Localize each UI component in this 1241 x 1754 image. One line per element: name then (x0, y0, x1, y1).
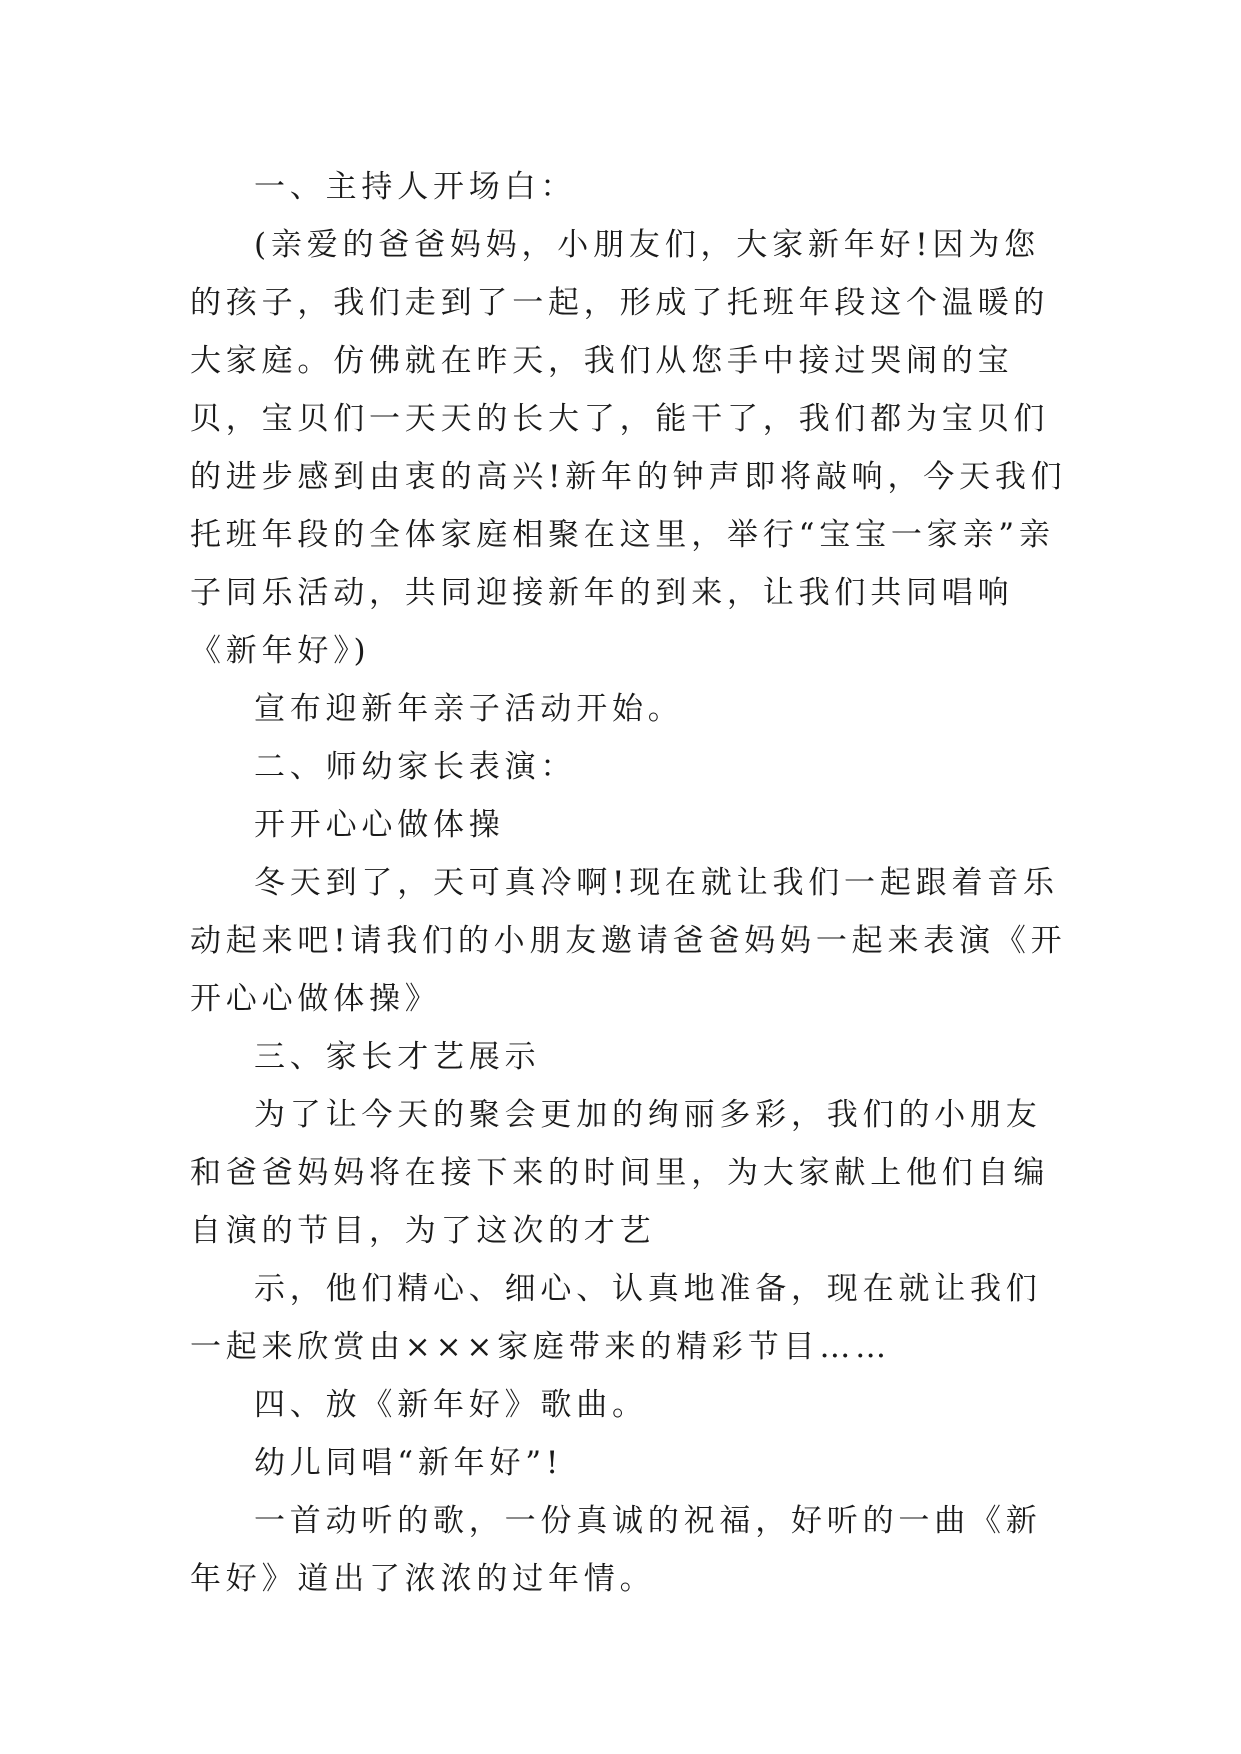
paragraph-10: 四、放《新年好》歌曲。 (254, 1387, 648, 1423)
paragraph-3: 宣布迎新年亲子活动开始。 (254, 691, 684, 727)
document-body (190, 158, 1070, 1608)
paragraph-7: 三、家长才艺展示 (254, 1039, 541, 1075)
paragraph-12: 一首动听的歌，一份真诚的祝福，好听的一曲《新年好》道出了浓浓的过年情。 (190, 1503, 1042, 1597)
paragraph-1: 一、主持人开场白： (254, 169, 577, 205)
paragraph-9: 示，他们精心、细心、认真地准备，现在就让我们一起来欣赏由×××家庭带来的精彩节目…… (190, 1271, 1042, 1365)
paragraph-6: 冬天到了，天可真冷啊!现在就让我们一起跟着音乐动起来吧!请我们的小朋友邀请爸爸妈妈一起来表演《开开心心做体操》 (190, 865, 1067, 1017)
paragraph-2: (亲爱的爸爸妈妈，小朋友们，大家新年好!因为您的孩子，我们走到了一起，形成了托班年段这个温暖的大家庭。仿佛就在昨天，我们从您手中接过哭闹的宝贝，宝贝们一天天的长大了，能干了，我们都为宝贝们的进步感到由衷的高兴!新年的钟声即将敲响，今天我们托班年段的全体家庭相聚在这里，举行“宝宝一家亲”亲子同乐活动，共同迎接新年的到来，让我们共同唱响《新年好》) (190, 227, 1067, 669)
paragraph-4: 二、师幼家长表演： (254, 749, 577, 785)
paragraph-11: 幼儿同唱“新年好”! (254, 1445, 564, 1481)
paragraph-5: 开开心心做体操 (254, 807, 505, 843)
paragraph-8: 为了让今天的聚会更加的绚丽多彩，我们的小朋友和爸爸妈妈将在接下来的时间里，为大家献上他们自编自演的节目，为了这次的才艺 (190, 1097, 1050, 1249)
